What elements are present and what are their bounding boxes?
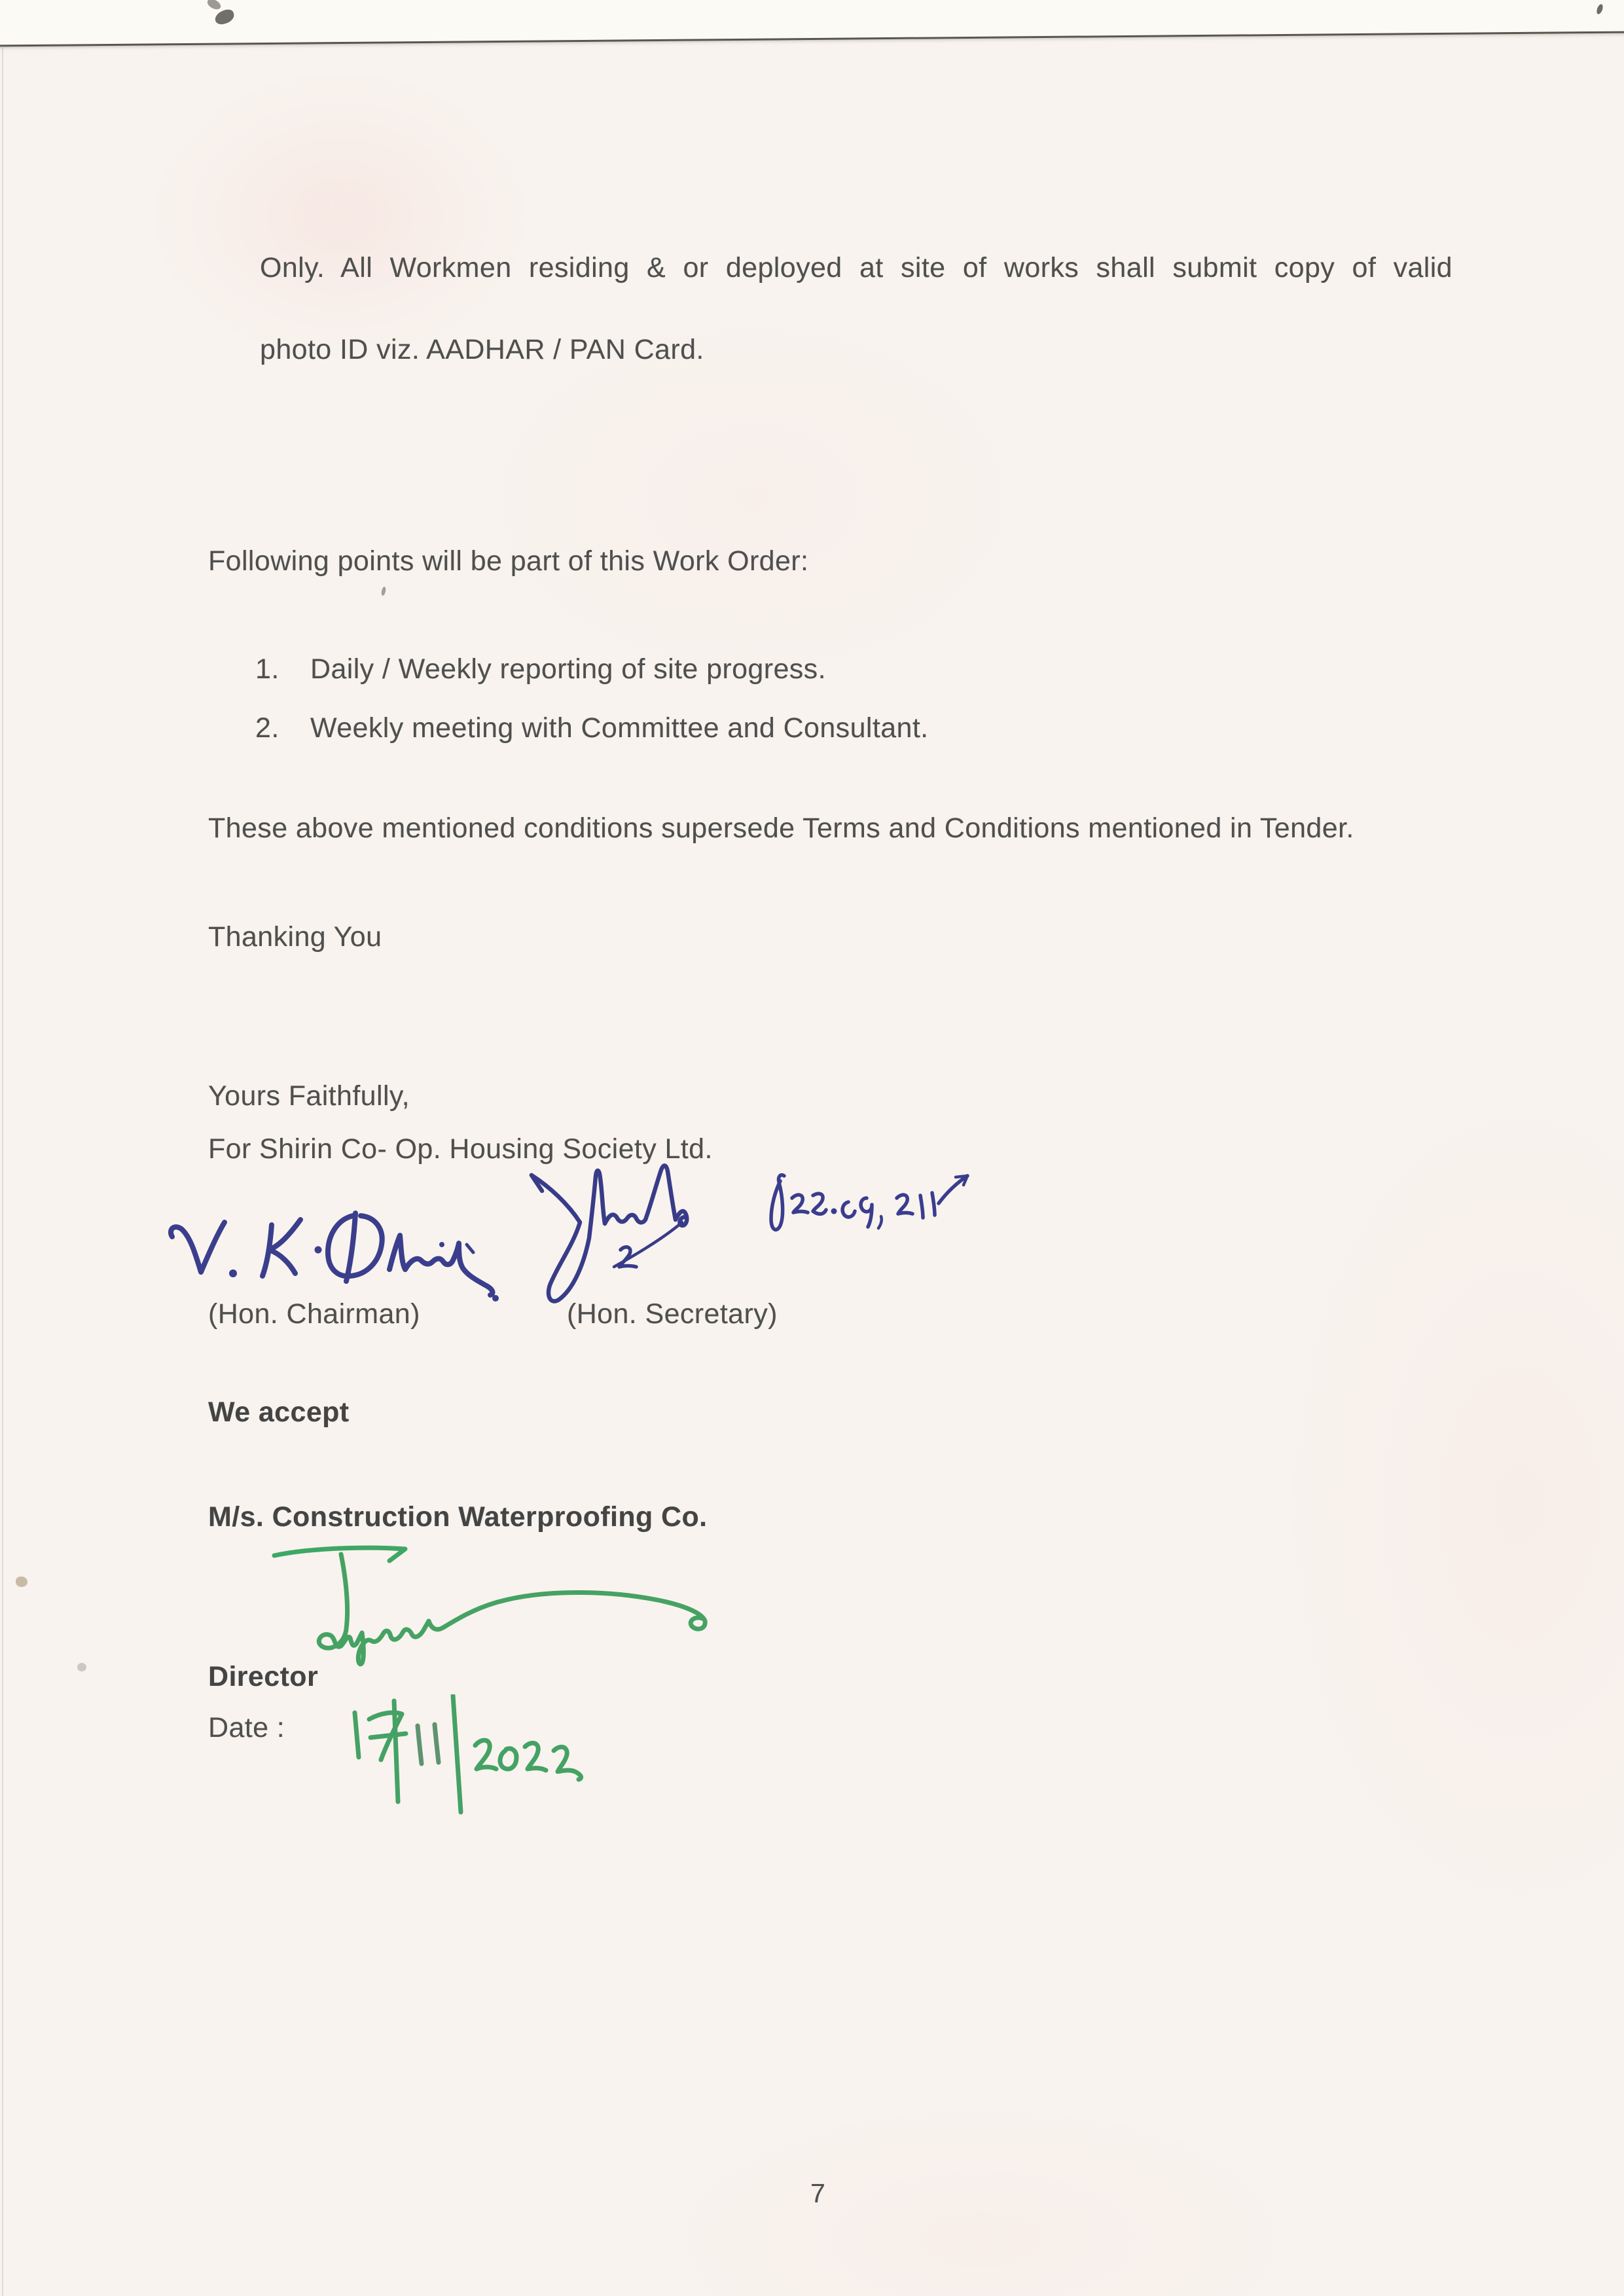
supersede-line: These above mentioned conditions supersede Terms and Conditions mentioned in Tender. (208, 812, 1354, 844)
company-name: M/s. Construction Waterproofing Co. (208, 1501, 708, 1533)
heading-following-points: Following points will be part of this Work Order: (208, 545, 809, 577)
we-accept-heading: We accept (208, 1396, 350, 1428)
list-item-1-text: Daily / Weekly reporting of site progress. (310, 653, 826, 685)
secretary-handwritten-note (745, 1164, 977, 1239)
director-signature (265, 1542, 736, 1680)
list-item-2-text: Weekly meeting with Committee and Consultant. (310, 712, 929, 744)
thanking-you: Thanking You (208, 921, 382, 953)
chairman-label: (Hon. Chairman) (208, 1298, 420, 1330)
date-label: Date : (208, 1712, 285, 1743)
body-line-2: photo ID viz. AADHAR / PAN Card. (260, 334, 704, 365)
director-label: Director (208, 1661, 319, 1692)
body-line-1: Only. All Workmen residing & or deployed at site of works shall submit copy of valid (260, 252, 1453, 283)
yours-faithfully: Yours Faithfully, (208, 1080, 410, 1112)
scan-artifact-speck (16, 1576, 27, 1587)
page-number: 7 (810, 2178, 826, 2208)
handwritten-date (313, 1694, 588, 1819)
secretary-label: (Hon. Secretary) (567, 1298, 778, 1330)
scan-top-edge (0, 0, 1624, 47)
list-item-1-number: 1. (255, 653, 280, 685)
secretary-signature (516, 1154, 722, 1315)
scan-artifact-speck (381, 587, 387, 596)
chairman-signature (159, 1208, 499, 1306)
for-society-line: For Shirin Co- Op. Housing Society Ltd. (208, 1133, 713, 1165)
scan-artifact-speck (77, 1663, 86, 1671)
list-item-2-number: 2. (255, 712, 280, 744)
scan-left-edge-line (2, 46, 3, 2296)
